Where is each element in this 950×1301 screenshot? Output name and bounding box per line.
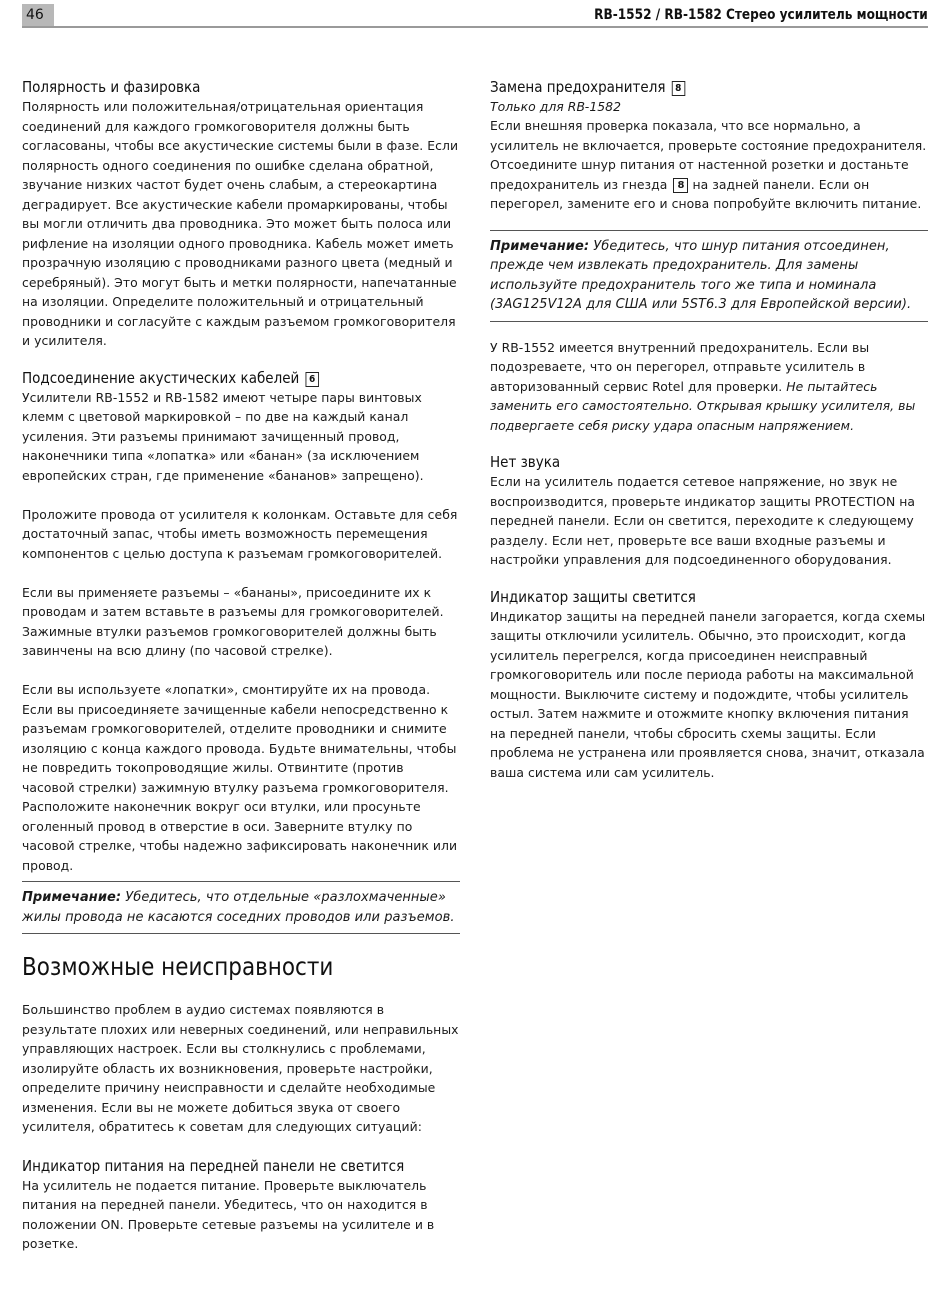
fuse-note-text: Убедитесь, что шнур питания отсоединен, прежде чем извлекать предохранитель. Для замены используйте предохранитель того же типа и номинала (3AG125V12A для США или 5ST6.3 для Европейской версии). xyxy=(490,238,912,312)
speaker-cables-p3: Если вы применяете разъемы – «бананы», присоедините их к проводам и затем вставьте в разъемы для громкоговорителей. Зажимные втулки разъемов громкоговорителей должны быть завинчены на всю длину (по часовой стрелке). xyxy=(22,584,444,658)
protection-body: Индикатор защиты на передней панели загорается, когда схемы защиты отключили усилитель. Обычно, это происходит, когда усилитель перегрелся, когда присоединен неисправный громкоговоритель или после периода работы на максимальной мощности. Выключите систему и подождите, чтобы усилитель остыл. Затем нажмите и отожмите кнопку включения питания на передней панели, чтобы сбросить схемы защиты. Если проблема не устранена или проявляется снова, значит, отказала ваша система или сам усилитель. xyxy=(490,608,926,780)
power-led-heading: Индикатор питания на передней панели не светится xyxy=(22,1156,405,1175)
page-number: 46 xyxy=(22,4,54,26)
troubleshooting-section xyxy=(22,951,460,1137)
note-label: Примечание: xyxy=(22,890,122,905)
speaker-cables-p2: Проложите провода от усилителя к колонкам. Оставьте для себя достаточный запас, чтобы иметь возможность перемещения компонентов с целью доступа к разъемам громкоговорителей. xyxy=(22,506,458,561)
protection-heading: Индикатор защиты светится xyxy=(490,587,696,606)
no-sound-heading: Нет звука xyxy=(490,453,561,471)
polarity-body: Полярность или положительная/отрицательная ориентация соединений для каждого громкоговорителя должны быть согласованы, чтобы все акустические системы были в фазе. Если полярность одного соединения по ошибке сделана обратной, звучание низких частот будет очень слабым, а стереокартина деградирует. Все акустические кабели промаркированы, чтобы вы могли отличить два проводника. Это может быть полоса или рифление на изоляции одного проводника. Кабель может иметь прозрачную изоляцию с проводниками разного цвета (медный и серебряный). Это могут быть и метки полярности, напечатанные на изоляции. Определите положительный и отрицательный проводники и согласуйте с каждым разъемом громкоговорителя и усилителя. xyxy=(22,99,459,348)
fuse-section xyxy=(490,77,928,435)
protection-section xyxy=(490,587,928,783)
speaker-cables-p4: Если вы используете «лопатки», смонтируйте их на провода. Если вы присоединяете зачищенные кабели непосредственно к разъемам громкоговорителей, отделите проводники и снимите изоляцию с конца каждого провода. Будьте внимательны, чтобы не повредить токопроводящие жилы. Отвинтите (против часовой стрелки) зажимную втулку разъема громкоговорителя. Расположите наконечник вокруг оси втулки, или просуньте оголенный провод в отверстие в оси. Заверните втулку по часовой стрелке, чтобы надежно зафиксировать наконечник или провод. xyxy=(22,682,458,873)
note-text: Убедитесь, что отдельные «разлохмаченные» жилы провода не касаются соседних проводов или разъемов. xyxy=(22,890,455,925)
speaker-cables-section xyxy=(22,368,460,935)
troubleshooting-heading: Возможные неисправности xyxy=(22,952,334,981)
polarity-heading: Полярность и фазировка xyxy=(22,78,201,96)
no-sound-body: Если на усилитель подается сетевое напряжение, но звук не воспроизводится, проверьте индикатор защиты PROTECTION на передней панели. Если он светится, переходите к следующему разделу. Если нет, проверьте все ваши входные разъемы и настройки управления для подсоединенного оборудования. xyxy=(490,474,916,567)
left-column xyxy=(22,77,460,1254)
figure-ref-6-icon: 6 xyxy=(305,372,319,387)
fuse-subtitle: Только для RB-1582 xyxy=(490,99,622,114)
troubleshooting-body: Большинство проблем в аудио системах появляются в результате плохих или неверных соединений, или неправильных управляющих настроек. Если вы столкнулись с проблемами, изолируйте область их возникновения, проверьте настройки, определите причину неисправности и сделайте необходимые изменения. Если вы не можете добиться звука от своего усилителя, обратитесь к советам для следующих ситуаций: xyxy=(22,1002,459,1134)
internal-fuse-text: У RB-1552 имеется внутренний предохранитель. Если вы подозреваете, что он перегорел, отправьте усилитель в авторизованный сервис Rotel для проверки. Не пытайтесь заменить его самостоятельно. Открывая крышку усилителя, вы подвергаете себя риску удара опасным напряжением. xyxy=(490,339,916,433)
fuse-note xyxy=(490,230,928,322)
fuse-heading: Замена предохранителя 8 xyxy=(490,77,884,97)
figure-ref-8-icon: 8 xyxy=(672,81,686,96)
fuse-socket-8-icon: 8 xyxy=(673,178,688,193)
speaker-cables-p1: Усилители RB-1552 и RB-1582 имеют четыре пары винтовых клемм с цветовой маркировкой – по две на каждый канал усиления. Эти разъемы принимают зачищенный провод, наконечники типа «лопатка» или «банан» (за исключением европейских стран, где применение «бананов» запрещено). xyxy=(22,389,424,483)
page-header xyxy=(22,4,928,28)
speaker-cables-heading: Подсоединение акустических кабелей 6 xyxy=(22,368,416,388)
no-sound-section xyxy=(490,452,928,570)
power-led-section xyxy=(22,1156,460,1254)
right-column xyxy=(490,77,928,782)
power-led-body: На усилитель не подается питание. Проверьте выключатель питания на передней панели. Убедитесь, что он находится в положении ON. Проверьте сетевые разъемы на усилителе и в розетке. xyxy=(22,1177,435,1251)
fuse-note-label: Примечание: xyxy=(490,238,590,254)
document-title: RB-1552 / RB-1582 Стерео усилитель мощности xyxy=(594,7,928,23)
fuse-body: Если внешняя проверка показала, что все нормально, а усилитель не включается, проверьте состояние предохранителя. Отсоедините шнур питания от настенной розетки и достаньте предохранитель из гнезда 8 на задней панели. Если он перегорел, замените его и снова попробуйте включить питание. xyxy=(490,118,927,211)
polarity-section xyxy=(22,77,460,351)
speaker-note xyxy=(22,881,460,934)
